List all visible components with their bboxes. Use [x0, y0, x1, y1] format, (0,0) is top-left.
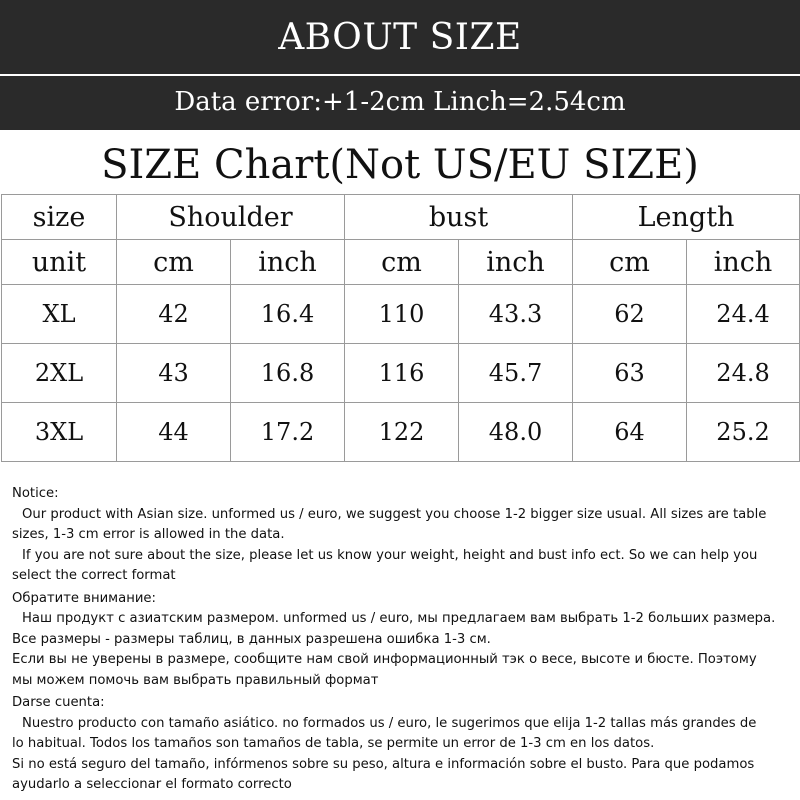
notice-line: sizes, 1-3 cm error is allowed in the data.: [12, 527, 285, 542]
size-table: [1, 194, 800, 462]
table-header-row: [2, 195, 800, 240]
table-cell: 45.7: [459, 344, 573, 403]
table-cell: 62: [573, 285, 687, 344]
notice-line: мы можем помочь вам выбрать правильный формат: [12, 672, 379, 688]
notice-line: Nuestro producto con tamaño asiático. no formados us / euro, le sugerimos que elija 1-2 tallas más grandes de: [22, 715, 757, 731]
table-cell: 63: [573, 344, 687, 403]
table-cell: 16.8: [231, 344, 345, 403]
notice-line: If you are not sure about the size, please let us know your weight, height and bust info ect. So we can help you: [22, 547, 758, 563]
size-cell: 2XL: [2, 344, 117, 403]
unit-cell: inch: [687, 240, 800, 285]
table-cell: 43.3: [459, 285, 573, 344]
notice-line: ayudarlo a seleccionar el formato correcto: [12, 777, 292, 792]
notice-line: Все размеры - размеры таблиц, в данных разрешена ошибка 1-3 см.: [12, 631, 491, 647]
unit-cell: cm: [117, 240, 231, 285]
notes-section: [12, 484, 792, 798]
table-cell: 24.8: [687, 344, 800, 403]
table-row: [2, 285, 800, 344]
table-cell: 17.2: [231, 403, 345, 462]
table-cell: 16.4: [231, 285, 345, 344]
notice-spanish: [12, 693, 792, 796]
table-cell: 110: [345, 285, 459, 344]
size-cell: 3XL: [2, 403, 117, 462]
notice-line: Our product with Asian size. unformed us / euro, we suggest you choose 1-2 bigger size usual. All sizes are table: [22, 506, 767, 522]
notice-russian: [12, 589, 792, 692]
unit-header: unit: [2, 240, 117, 285]
notice-line: Наш продукт с азиатским размером. unformed us / euro, мы предлагаем вам выбрать 1-2 больших размера.: [22, 611, 776, 626]
notice-heading: Обратите внимание:: [12, 590, 156, 606]
table-cell: 122: [345, 403, 459, 462]
unit-cell: inch: [459, 240, 573, 285]
unit-cell: cm: [345, 240, 459, 285]
table-cell: 116: [345, 344, 459, 403]
notice-line: lo habitual. Todos los tamaños son tamaños de tabla, se permite un error de 1-3 cm en los datos.: [12, 736, 655, 751]
page-title: ABOUT SIZE: [278, 17, 522, 58]
table-cell: 25.2: [687, 403, 800, 462]
notice-heading: Darse cuenta:: [12, 695, 105, 710]
size-header: size: [2, 195, 117, 240]
table-cell: 64: [573, 403, 687, 462]
unit-cell: cm: [573, 240, 687, 285]
size-cell: XL: [2, 285, 117, 344]
table-cell: 44: [117, 403, 231, 462]
unit-cell: inch: [231, 240, 345, 285]
table-cell: 24.4: [687, 285, 800, 344]
header-banner: [0, 0, 800, 130]
table-cell: 48.0: [459, 403, 573, 462]
length-header: Length: [573, 195, 800, 240]
notice-line: Si no está seguro del tamaño, infórmenos sobre su peso, altura e información sobre el busto. Para que podamos: [12, 756, 755, 772]
size-chart-title: SIZE Chart(Not US/EU SIZE): [101, 142, 699, 188]
notice-line: select the correct format: [12, 568, 176, 583]
table-cell: 42: [117, 285, 231, 344]
notice-english: [12, 484, 792, 587]
data-error-note: Data error:+1-2cm Linch=2.54cm: [174, 87, 626, 117]
table-row: [2, 403, 800, 462]
table-unit-row: [2, 240, 800, 285]
shoulder-header: Shoulder: [117, 195, 345, 240]
notice-line: Если вы не уверены в размере, сообщите нам свой информационный тэк о весе, высоте и бюсте. Поэтому: [12, 652, 757, 667]
table-row: [2, 344, 800, 403]
table-cell: 43: [117, 344, 231, 403]
bust-header: bust: [345, 195, 573, 240]
notice-heading: Notice:: [12, 486, 59, 501]
